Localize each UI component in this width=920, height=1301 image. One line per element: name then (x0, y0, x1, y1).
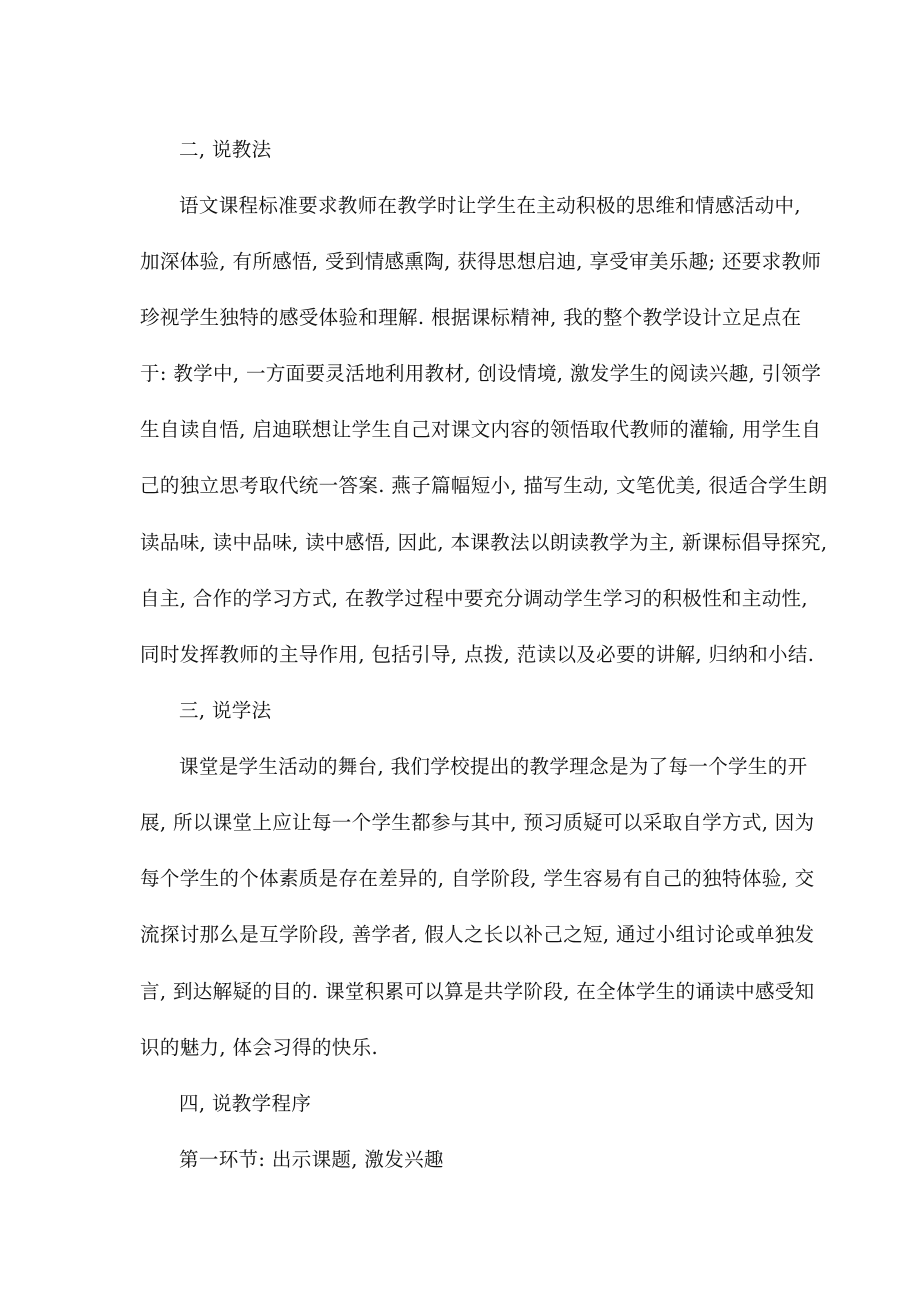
subsection-heading-step-one: 第一环节: 出示课题, 激发兴趣 (179, 1148, 444, 1171)
paragraph-line: 读品味, 读中品味, 读中感悟, 因此, 本课教法以朗读教学为主, 新课标倡导探究, (140, 531, 828, 554)
paragraph-line: 生自读自悟, 启迪联想让学生自己对课文内容的领悟取代教师的灌输, 用学生自 (140, 418, 822, 441)
paragraph-line: 识的魅力, 体会习得的快乐. (140, 1036, 378, 1059)
paragraph-line: 加深体验, 有所感悟, 受到情感熏陶, 获得思想启迪, 享受审美乐趣; 还要求教师 (140, 250, 822, 273)
paragraph-line: 于: 教学中, 一方面要灵活地利用教材, 创设情境, 激发学生的阅读兴趣, 引领学 (140, 362, 822, 385)
paragraph-line: 流探讨那么是互学阶段, 善学者, 假人之长以补己之短, 通过小组讨论或单独发 (140, 923, 815, 946)
paragraph-line: 己的独立思考取代统一答案. 燕子篇幅短小, 描写生动, 文笔优美, 很适合学生朗 (140, 474, 828, 497)
paragraph-line: 每个学生的个体素质是存在差异的, 自学阶段, 学生容易有自己的独特体验, 交 (140, 867, 815, 890)
section-heading-teaching-method: 二, 说教法 (179, 138, 272, 161)
section-heading-learning-method: 三, 说学法 (179, 699, 272, 722)
paragraph-line: 言, 到达解疑的目的. 课堂积累可以算是共学阶段, 在全体学生的诵读中感受知 (140, 980, 815, 1003)
paragraph-line: 语文课程标准要求教师在教学时让学生在主动积极的思维和情感活动中, (179, 194, 801, 217)
paragraph-line: 展, 所以课堂上应让每一个学生都参与其中, 预习质疑可以采取自学方式, 因为 (140, 811, 815, 834)
paragraph-line: 课堂是学生活动的舞台, 我们学校提出的教学理念是为了每一个学生的开 (179, 755, 808, 778)
paragraph-line: 自主, 合作的学习方式, 在教学过程中要充分调动学生学习的积极性和主动性, (140, 587, 808, 610)
paragraph-line: 同时发挥教师的主导作用, 包括引导, 点拨, 范读以及必要的讲解, 归纳和小结. (140, 643, 815, 666)
section-heading-teaching-procedure: 四, 说教学程序 (179, 1092, 312, 1115)
paragraph-line: 珍视学生独特的感受体验和理解. 根据课标精神, 我的整个教学设计立足点在 (140, 306, 802, 329)
